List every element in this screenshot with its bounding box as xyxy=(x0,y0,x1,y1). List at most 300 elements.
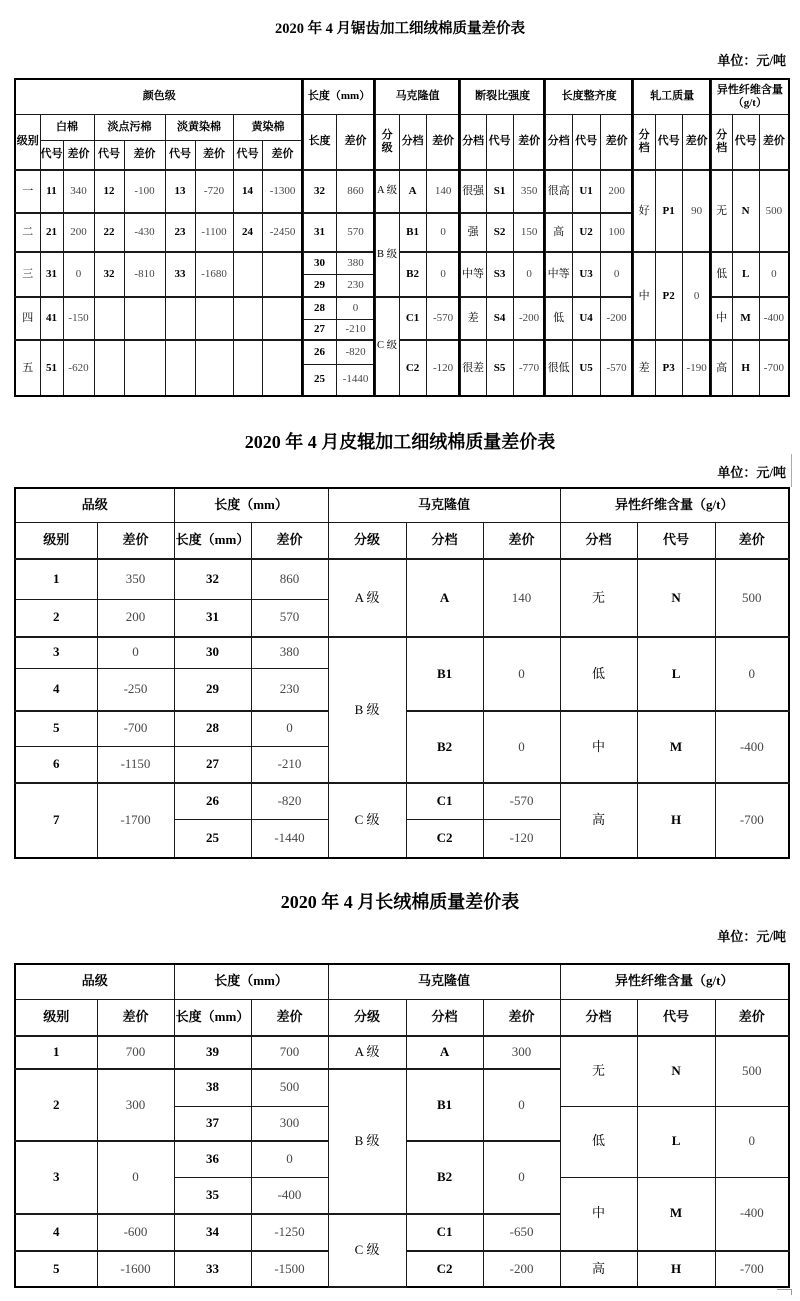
cell: 27 xyxy=(303,319,336,340)
cell: U4 xyxy=(572,297,600,340)
cell: -1300 xyxy=(262,170,303,213)
col-header: 代号 xyxy=(165,140,195,170)
table2-title: 2020 年 4 月皮辊加工细绒棉质量差价表 xyxy=(244,432,556,452)
cell: -720 xyxy=(195,170,233,213)
cell: 0 xyxy=(483,711,560,783)
cell-empty xyxy=(233,297,262,340)
cell: 7 xyxy=(15,783,97,858)
cell: -430 xyxy=(124,213,165,252)
cell: P2 xyxy=(655,252,682,340)
cell: 中 xyxy=(633,252,655,340)
cell: 30 xyxy=(174,637,251,668)
table-row xyxy=(15,340,789,364)
cell-empty xyxy=(195,297,233,340)
header-micronaire: 马克隆值 xyxy=(375,79,460,114)
cell: -700 xyxy=(759,340,789,396)
header-uniformity: 长度整齐度 xyxy=(545,79,633,114)
cell: 差 xyxy=(633,340,655,396)
col-header: 代号 xyxy=(732,114,759,170)
cell: -400 xyxy=(759,297,789,340)
col-header: 差价 xyxy=(251,999,328,1036)
cell: 2 xyxy=(15,599,97,637)
cell: C2 xyxy=(406,1251,483,1287)
cell: 很低 xyxy=(545,340,572,396)
table-row xyxy=(15,637,789,668)
cell: 13 xyxy=(165,170,195,213)
table3-unit-label: 单位：元/吨 xyxy=(717,929,786,944)
cell: 很差 xyxy=(460,340,486,396)
col-header: 长度（mm） xyxy=(174,522,251,559)
cell: 4 xyxy=(15,668,97,711)
cell: S2 xyxy=(486,213,513,252)
cell: S5 xyxy=(486,340,513,396)
cell: 32 xyxy=(174,559,251,599)
cell: P1 xyxy=(655,170,682,252)
cell-empty xyxy=(94,340,124,396)
cell: 5 xyxy=(15,1251,97,1287)
table-row xyxy=(15,559,789,599)
cell: 0 xyxy=(483,1069,560,1141)
col-header: 分级 xyxy=(328,522,406,559)
cell: -200 xyxy=(513,297,545,340)
cell: N xyxy=(637,1036,715,1106)
cell: B 级 xyxy=(328,637,406,783)
cell: 31 xyxy=(303,213,336,252)
col-header: 代号 xyxy=(486,114,513,170)
header-foreign-fiber: 异性纤维含量（g/t） xyxy=(711,79,789,114)
cell: 500 xyxy=(715,559,789,637)
table-row xyxy=(15,1036,789,1069)
cell: 140 xyxy=(426,170,460,213)
cell-empty xyxy=(262,297,303,340)
cell-empty xyxy=(94,297,124,340)
cell: 很强 xyxy=(460,170,486,213)
cell: A 级 xyxy=(375,170,399,213)
cell: 3 xyxy=(15,637,97,668)
cell: -700 xyxy=(715,1251,789,1287)
table1-group-separator xyxy=(301,78,303,395)
table-row xyxy=(15,783,789,819)
cell: B1 xyxy=(399,213,426,252)
col-header: 差价 xyxy=(97,522,174,559)
col-header: 长度（mm） xyxy=(174,999,251,1036)
col-header: 差价 xyxy=(124,140,165,170)
cell: 28 xyxy=(174,711,251,746)
cell: 41 xyxy=(40,297,63,340)
header-micronaire: 马克隆值 xyxy=(328,488,560,522)
cell: 中 xyxy=(560,1177,637,1251)
table-long-staple-cotton xyxy=(14,963,790,1288)
cell: S1 xyxy=(486,170,513,213)
header-foreign-fiber: 异性纤维含量（g/t） xyxy=(560,964,789,999)
cell: 25 xyxy=(174,819,251,858)
cell: 低 xyxy=(711,252,732,297)
col-header: 分级 xyxy=(328,999,406,1036)
cell: C1 xyxy=(406,783,483,819)
cell: -570 xyxy=(600,340,633,396)
cell: 中等 xyxy=(460,252,486,297)
cell: L xyxy=(637,637,715,711)
header-color-grade: 颜色级 xyxy=(15,79,303,114)
cell: C2 xyxy=(406,819,483,858)
cell: -820 xyxy=(251,783,328,819)
header-light-yellow-cotton: 淡黄染棉 xyxy=(165,114,233,140)
header-foreign-fiber: 异性纤维含量（g/t） xyxy=(560,488,789,522)
cell: 24 xyxy=(233,213,262,252)
cell: -1150 xyxy=(97,746,174,783)
cell: 0 xyxy=(426,213,460,252)
cell: 700 xyxy=(97,1036,174,1069)
col-header: 级别 xyxy=(15,522,97,559)
cell: 0 xyxy=(513,252,545,297)
cell: 14 xyxy=(233,170,262,213)
col-header: 分级 xyxy=(375,114,399,170)
cell: C 级 xyxy=(375,297,399,396)
col-header: 长度 xyxy=(303,114,336,170)
cell: -2450 xyxy=(262,213,303,252)
cell: 0 xyxy=(682,252,711,340)
cell: 230 xyxy=(251,668,328,711)
cell: 380 xyxy=(336,252,375,274)
cell-empty xyxy=(233,340,262,396)
cell: 低 xyxy=(545,297,572,340)
cell: 五 xyxy=(15,340,40,396)
cell: 一 xyxy=(15,170,40,213)
cell: 30 xyxy=(303,252,336,274)
cell: B2 xyxy=(406,1141,483,1214)
cell: 0 xyxy=(336,297,375,319)
header-length-group: 长度（mm） xyxy=(174,488,328,522)
cell: 0 xyxy=(715,1106,789,1177)
cell: 0 xyxy=(251,711,328,746)
cell: A xyxy=(406,1036,483,1069)
cell: 1 xyxy=(15,559,97,599)
cell: 23 xyxy=(165,213,195,252)
col-header: 分档 xyxy=(560,522,637,559)
cell: 0 xyxy=(759,252,789,297)
cell: C2 xyxy=(399,340,426,396)
cell: C1 xyxy=(399,297,426,340)
cell: -700 xyxy=(97,711,174,746)
cell: C1 xyxy=(406,1214,483,1251)
cell: 好 xyxy=(633,170,655,252)
cell: 21 xyxy=(40,213,63,252)
cell: 0 xyxy=(426,252,460,297)
table1-group-separator xyxy=(631,78,633,395)
header-grade-group: 品级 xyxy=(15,488,174,522)
cell: 12 xyxy=(94,170,124,213)
cell: 700 xyxy=(251,1036,328,1069)
cell: 33 xyxy=(165,252,195,297)
col-header: 差价 xyxy=(483,999,560,1036)
scan-artifact-line xyxy=(791,454,792,487)
cell: 350 xyxy=(97,559,174,599)
cell: 高 xyxy=(560,783,637,858)
cell: N xyxy=(732,170,759,252)
col-header: 分档 xyxy=(406,999,483,1036)
table1-group-separator xyxy=(543,78,545,395)
col-header: 差价 xyxy=(715,522,789,559)
cell: -400 xyxy=(715,1177,789,1251)
cell: 32 xyxy=(303,170,336,213)
cell: 高 xyxy=(545,213,572,252)
cell: -1440 xyxy=(251,819,328,858)
cell: 860 xyxy=(251,559,328,599)
cell: 860 xyxy=(336,170,375,213)
col-header: 级别 xyxy=(15,999,97,1036)
cell: 四 xyxy=(15,297,40,340)
cell: 0 xyxy=(97,637,174,668)
cell: 3 xyxy=(15,1141,97,1214)
cell: -1600 xyxy=(97,1251,174,1287)
cell: -120 xyxy=(426,340,460,396)
col-header: 差价 xyxy=(426,114,460,170)
cell: U1 xyxy=(572,170,600,213)
cell: B2 xyxy=(399,252,426,297)
cell: A xyxy=(406,559,483,637)
cell: A xyxy=(399,170,426,213)
cell: 33 xyxy=(174,1251,251,1287)
cell: -570 xyxy=(483,783,560,819)
cell: 150 xyxy=(513,213,545,252)
cell: -570 xyxy=(426,297,460,340)
table-roller-ginned-cotton xyxy=(14,487,790,859)
cell: -400 xyxy=(251,1177,328,1214)
cell: 0 xyxy=(483,1141,560,1214)
cell: 低 xyxy=(560,637,637,711)
cell: L xyxy=(637,1106,715,1177)
cell: 31 xyxy=(174,599,251,637)
col-header: 差价 xyxy=(600,114,633,170)
cell: 差 xyxy=(460,297,486,340)
cell: 570 xyxy=(251,599,328,637)
header-grade-group: 品级 xyxy=(15,964,174,999)
cell: M xyxy=(637,711,715,783)
cell: P3 xyxy=(655,340,682,396)
cell: B 级 xyxy=(375,213,399,297)
header-ginning-quality: 轧工质量 xyxy=(633,79,711,114)
col-header: 差价 xyxy=(759,114,789,170)
cell: 0 xyxy=(483,637,560,711)
cell: -200 xyxy=(483,1251,560,1287)
table2-unit-label: 单位：元/吨 xyxy=(717,465,786,480)
col-header: 级别 xyxy=(15,114,40,170)
cell: -770 xyxy=(513,340,545,396)
cell: 29 xyxy=(174,668,251,711)
cell: 11 xyxy=(40,170,63,213)
cell: C 级 xyxy=(328,1214,406,1287)
header-strength: 断裂比强度 xyxy=(460,79,545,114)
table1-group-separator xyxy=(458,78,460,395)
cell: S4 xyxy=(486,297,513,340)
cell: 6 xyxy=(15,746,97,783)
col-header: 差价 xyxy=(63,140,94,170)
cell: U2 xyxy=(572,213,600,252)
cell: 350 xyxy=(513,170,545,213)
cell: H xyxy=(637,1251,715,1287)
col-header: 分档 xyxy=(460,114,486,170)
cell: 51 xyxy=(40,340,63,396)
cell: -650 xyxy=(483,1214,560,1251)
cell: A 级 xyxy=(328,1036,406,1069)
cell: B2 xyxy=(406,711,483,783)
cell: 200 xyxy=(97,599,174,637)
cell: 500 xyxy=(759,170,789,252)
cell: -600 xyxy=(97,1214,174,1251)
col-header: 差价 xyxy=(195,140,233,170)
cell: 300 xyxy=(251,1106,328,1141)
cell: 340 xyxy=(63,170,94,213)
cell-empty xyxy=(165,340,195,396)
cell: 380 xyxy=(251,637,328,668)
cell: A 级 xyxy=(328,559,406,637)
cell: 0 xyxy=(97,1141,174,1214)
cell: 32 xyxy=(94,252,124,297)
cell: -1440 xyxy=(336,364,375,396)
cell: 低 xyxy=(560,1106,637,1177)
cell: -1700 xyxy=(97,783,174,858)
cell: H xyxy=(732,340,759,396)
header-yellow-cotton: 黄染棉 xyxy=(233,114,303,140)
cell: -400 xyxy=(715,711,789,783)
cell: M xyxy=(732,297,759,340)
cell: 29 xyxy=(303,274,336,297)
cell-empty xyxy=(124,297,165,340)
col-header: 分档 xyxy=(633,114,655,170)
cell: 无 xyxy=(560,559,637,637)
col-header: 分档 xyxy=(560,999,637,1036)
cell: 90 xyxy=(682,170,711,252)
col-header: 代号 xyxy=(655,114,682,170)
cell: B 级 xyxy=(328,1069,406,1214)
cell: 27 xyxy=(174,746,251,783)
col-header: 差价 xyxy=(715,999,789,1036)
cell: M xyxy=(637,1177,715,1251)
cell: 25 xyxy=(303,364,336,396)
cell: 200 xyxy=(600,170,633,213)
cell: 230 xyxy=(336,274,375,297)
cell: 0 xyxy=(251,1141,328,1177)
cell: 4 xyxy=(15,1214,97,1251)
cell: 31 xyxy=(40,252,63,297)
col-header: 代号 xyxy=(94,140,124,170)
col-header: 差价 xyxy=(262,140,303,170)
cell-empty xyxy=(124,340,165,396)
cell: -1680 xyxy=(195,252,233,297)
col-header: 代号 xyxy=(637,522,715,559)
col-header: 差价 xyxy=(682,114,711,170)
cell-empty xyxy=(165,297,195,340)
cell: 中等 xyxy=(545,252,572,297)
cell: 38 xyxy=(174,1069,251,1106)
cell: 500 xyxy=(251,1069,328,1106)
cell: 140 xyxy=(483,559,560,637)
cell: B1 xyxy=(406,1069,483,1141)
cell-empty xyxy=(233,252,262,297)
col-header: 差价 xyxy=(251,522,328,559)
cell: 34 xyxy=(174,1214,251,1251)
cell-empty xyxy=(262,340,303,396)
scan-artifact-corner xyxy=(777,1289,792,1295)
cell: 36 xyxy=(174,1141,251,1177)
cell: 26 xyxy=(174,783,251,819)
cell: 37 xyxy=(174,1106,251,1141)
col-header: 分档 xyxy=(399,114,426,170)
cell: 中 xyxy=(711,297,732,340)
cell: 300 xyxy=(97,1069,174,1141)
cell: N xyxy=(637,559,715,637)
cell: 很高 xyxy=(545,170,572,213)
cell: -150 xyxy=(63,297,94,340)
cell: L xyxy=(732,252,759,297)
cell: -120 xyxy=(483,819,560,858)
table1-group-separator xyxy=(373,78,375,395)
cell: 570 xyxy=(336,213,375,252)
cell: 1 xyxy=(15,1036,97,1069)
cell: 二 xyxy=(15,213,40,252)
cell: 中 xyxy=(560,711,637,783)
cell: -210 xyxy=(336,319,375,340)
cell: -1100 xyxy=(195,213,233,252)
cell: 2 xyxy=(15,1069,97,1141)
cell: 强 xyxy=(460,213,486,252)
cell: 22 xyxy=(94,213,124,252)
cell: 0 xyxy=(600,252,633,297)
cell: -100 xyxy=(124,170,165,213)
cell: -810 xyxy=(124,252,165,297)
table1-title: 2020 年 4 月锯齿加工细绒棉质量差价表 xyxy=(274,21,526,37)
cell: -190 xyxy=(682,340,711,396)
cell: 高 xyxy=(711,340,732,396)
cell: 39 xyxy=(174,1036,251,1069)
header-spotted-cotton: 淡点污棉 xyxy=(94,114,165,140)
cell: -700 xyxy=(715,783,789,858)
col-header: 代号 xyxy=(637,999,715,1036)
cell: 高 xyxy=(560,1251,637,1287)
cell-empty xyxy=(262,252,303,297)
cell: 无 xyxy=(560,1036,637,1106)
cell: -210 xyxy=(251,746,328,783)
cell: S3 xyxy=(486,252,513,297)
header-white-cotton: 白棉 xyxy=(40,114,94,140)
cell: 28 xyxy=(303,297,336,319)
col-header: 代号 xyxy=(233,140,262,170)
cell: 三 xyxy=(15,252,40,297)
col-header: 差价 xyxy=(336,114,375,170)
cell: -1500 xyxy=(251,1251,328,1287)
table-saw-ginned-cotton xyxy=(14,78,790,397)
header-micronaire: 马克隆值 xyxy=(328,964,560,999)
table-row xyxy=(15,252,789,274)
cell: 200 xyxy=(63,213,94,252)
cell: -200 xyxy=(600,297,633,340)
cell: H xyxy=(637,783,715,858)
col-header: 差价 xyxy=(513,114,545,170)
cell: 35 xyxy=(174,1177,251,1214)
cell: -250 xyxy=(97,668,174,711)
col-header: 差价 xyxy=(483,522,560,559)
col-header: 分档 xyxy=(711,114,732,170)
col-header: 代号 xyxy=(572,114,600,170)
cell: 100 xyxy=(600,213,633,252)
cell-empty xyxy=(195,340,233,396)
table1-group-separator xyxy=(709,78,711,395)
table-row xyxy=(15,170,789,213)
cell: B1 xyxy=(406,637,483,711)
col-header: 分档 xyxy=(406,522,483,559)
col-header: 代号 xyxy=(40,140,63,170)
cell: -820 xyxy=(336,340,375,364)
